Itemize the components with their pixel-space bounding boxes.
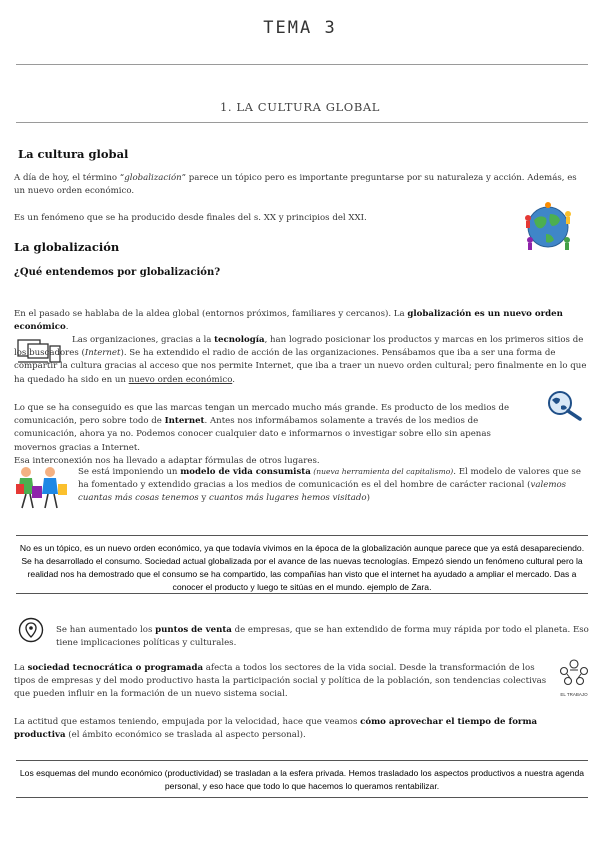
section-title: 1. LA CULTURA GLOBAL [219, 100, 381, 114]
box2-top-rule [16, 760, 588, 761]
search-globe-icon [544, 388, 584, 422]
section-divider [16, 122, 588, 123]
location-pin-icon [18, 617, 44, 643]
paragraph-tecnologia: Las organizaciones, gracias a la tecnología, han logrado posicionar los productos y marcas en los primeros sitios de los buscadores (Internet). Se ha extendido el radio de acción de las organizaciones. Pensábamos que iba a ser una forma de compartir la cultura gracias al acceso que nos permite Internet, que iba a traer un nuevo orden cultural; pero finalmente en lo que ha quedado ha sido en un nuevo orden económico. [14, 335, 587, 385]
teamwork-caption: EL TRABAJO [560, 692, 588, 697]
box1-top-rule [16, 535, 588, 536]
summary-box-productividad: Los esquemas del mundo económico (productividad) se trasladan a la esfera privada. Hemos trasladado los aspectos productivos a nuestra agenda personal, y eso hace que todo lo que hacemos lo queramos rentabilizar. [19, 768, 585, 791]
paragraph-internet: Lo que se ha conseguido es que las marcas tengan un mercado mucho más grande. Es producto de los medios de comunicación, pero sobre todo de Internet. Antes nos informábamos solamente a través de los medios de comunicación, ahora ya no. Podemos conocer cualquier dato e informarnos o investigar sobre ello sin apenas movernos gracias a Internet. Esa interconexión nos ha llevado a adaptar fórmulas de otros lugares. [14, 403, 510, 466]
paragraph-cultura-1: A día de hoy, el término “globalización” parece un tópico pero es importante preguntarse por su naturaleza y acción. Además, es un nuevo orden económico. [14, 173, 577, 197]
paragraph-actitud: La actitud que estamos teniendo, empujada por la velocidad, hace que veamos cómo aprovechar el tiempo de forma productiva (el ámbito económico se traslada al aspecto personal). [14, 717, 538, 741]
box1-bottom-rule [16, 593, 588, 594]
paragraph-consumista: Se está imponiendo un modelo de vida consumista (nueva herramienta del capitalismo). El modelo de valores que se ha fomentado y extendido gracias a los medios de comunicación es el del hombre de carácter racional (valemos cuantas más cosas tenemos y cuantos más lugares hemos visitado) [78, 467, 581, 504]
teamwork-icon [556, 658, 592, 698]
paragraph-aldea-global: En el pasado se hablaba de la aldea global (entornos próximos, familiares y cercanos). La globalización es un nuevo orden económico. [14, 309, 563, 333]
page-title: TEMA 3 [263, 18, 337, 38]
paragraph-sociedad-tecnocratica: La sociedad tecnocrática o programada afecta a todos los sectores de la vida social. Desde la transformación de los tipos de empresas y del modo productivo hasta la participación social y política de la población, son tendencias colectivas que pueden influir en la formación de un nuevo sistema social. [14, 663, 547, 700]
box2-bottom-rule [16, 797, 588, 798]
question-globalizacion: ¿Qué entendemos por globalización? [14, 267, 221, 278]
summary-box-globalizacion: No es un tópico, es un nuevo orden económico, ya que todavía vivimos en la época de la globalización aunque parece que ya está desapareciendo. Se ha desarrollado el consumo. Sociedad actual globalizada por el avance de las nuevas tecnologías. Empezó siendo un fenómeno cultural pero la realidad nos ha demostrado que el consumo se ha compartido, las compañías han visto que el internet ha ayudado a ampliar el mercado. Das a conocer el producto y luego te sitúas en el mundo. ejemplo de Zara. [19, 543, 585, 592]
paragraph-puntos-venta: Se han aumentado los puntos de venta de empresas, que se han extendido de forma muy rápida por todo el planeta. Eso tiene implicaciones políticas y culturales. [56, 625, 589, 649]
heading-cultura-global: La cultura global [18, 147, 129, 161]
globe-people-icon [520, 200, 576, 252]
shopping-people-icon [14, 464, 70, 512]
header-divider [16, 64, 588, 65]
paragraph-cultura-2: Es un fenómeno que se ha producido desde finales del s. XX y principios del XXI. [14, 213, 367, 223]
heading-globalizacion: La globalización [14, 240, 120, 254]
